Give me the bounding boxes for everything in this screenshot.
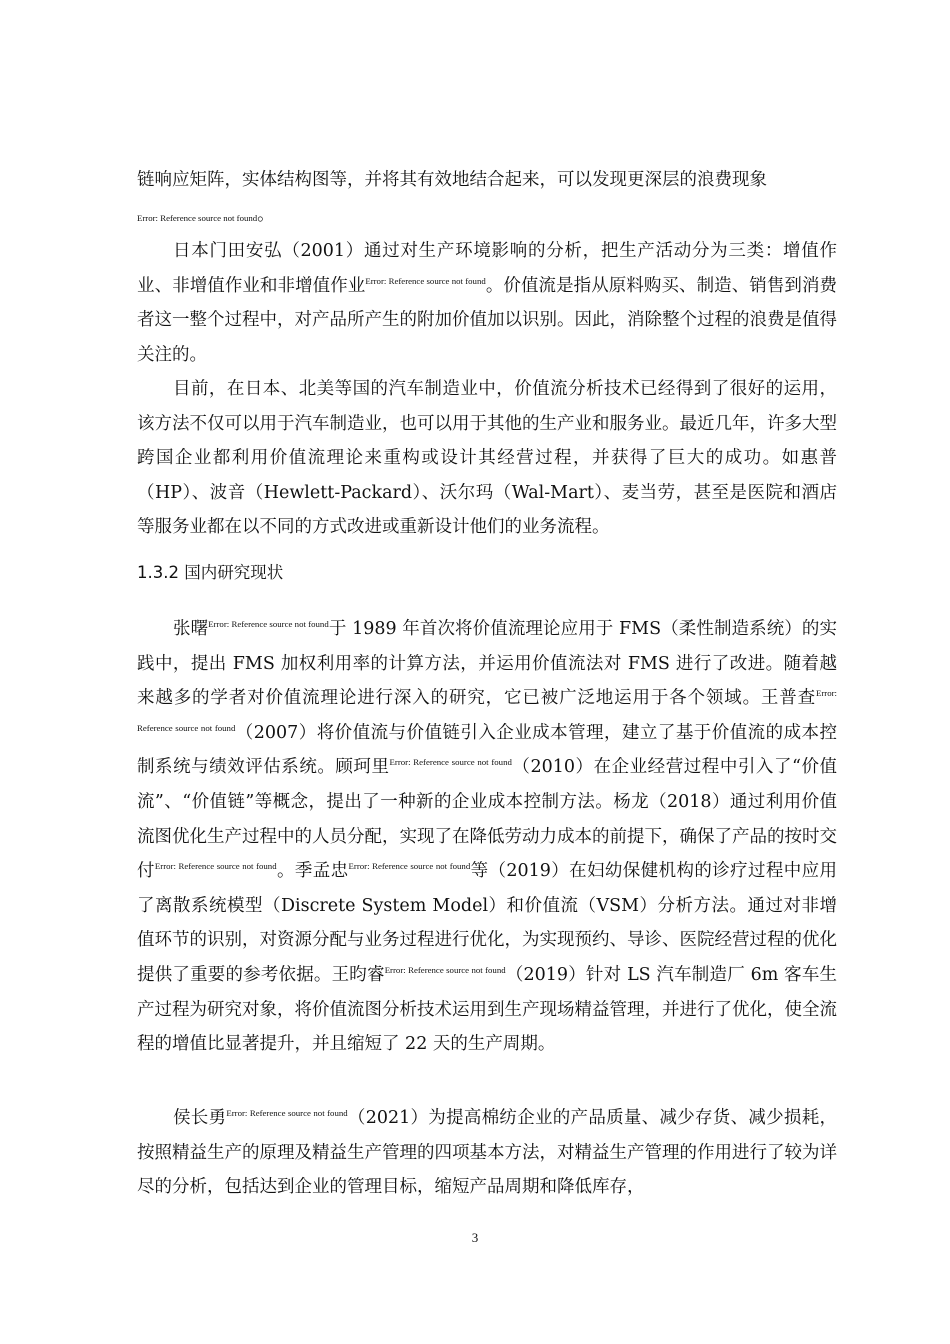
reference-error: Error: Reference source not found — [384, 964, 506, 975]
reference-error: Error: Reference source not found — [137, 212, 258, 223]
paragraph-text: （2021）为提高棉纺企业的产品质量、减少存货、减少损耗，按照精益生产的原理及精益生产管理的四项基本方法，对精益生产管理的作用进行了较为详尽的分析，包括达到企业的管理目标，缩短产品周期和降低库存， — [137, 1108, 837, 1198]
paragraph-text: 等（2019）在妇幼保健机构的诊疗过程中应用了离散系统模型（Discrete System Model）和价值流（VSM）分析方法。通过对非增值环节的识别，对资源分配与业务过程进行优化，为实现预约、导诊、医院经营过程的优化提供了重要的参考依据。王昀睿 — [137, 861, 838, 985]
paragraph-text: （2010）在企业经营过程中引入了“价值流”、“价值链”等概念，提出了一种新的企业成本控制方法。杨龙（2018）通过利用价值流图优化生产过程中的人员分配，实现了在降低劳动力成本的前提下，确保了产品的按时交付 — [137, 757, 838, 882]
reference-error: Error: Reference source not found — [208, 619, 329, 629]
paragraph-text: 于 1989 年首次将价值流理论应用于 FMS（柔性制造系统）的实践中，提出 FMS 加权利用率的计算方法，并运用价值流法对 FMS 进行了改进。随着越来越多的学者对价值流理论进行深入的研究，它已被广泛地运用于各个领域。王普查 — [137, 619, 837, 709]
paragraph-text: 。价值流是指从原料购买、制造、销售到消费者这一整个过程中，对产品所产生的附加价值加以识别。因此，消除整个过程的浪费是值得关注的。 — [137, 275, 838, 365]
paragraph-text: 日本门田安弘（2001）通过对生产环境影响的分析，把生产活动分为三类：增值作业、非增值作业和非增值作业 — [137, 241, 837, 296]
paragraph-domestic-research — [137, 612, 837, 1062]
reference-error: Error: Reference source not found — [389, 757, 512, 768]
reference-error: Error: Reference source not found — [154, 861, 277, 872]
paragraph-text: （2019）针对 LS 汽车制造厂 6m 客车生产过程为研究对象，将价值流图分析技术运用到生产现场精益管理，并进行了优化，使全流程的增值比显著提升，并且缩短了 22 天的生产周期。 — [137, 964, 838, 1055]
paragraph-monden — [137, 234, 837, 372]
page-number: 3 — [471, 1230, 479, 1245]
paragraph-automotive — [137, 372, 837, 545]
paragraph-hou-changyong — [137, 1101, 837, 1205]
paragraph-text: 侯长勇 — [173, 1108, 227, 1128]
section-heading: 1.3.2 国内研究现状 — [137, 563, 284, 582]
reference-error: Error: Reference source not found — [348, 861, 471, 872]
paragraph-text: 链响应矩阵，实体结构图等，并将其有效地结合起来，可以发现更深层的浪费现象 — [137, 170, 767, 190]
paragraph-text: （2007）将价值流与价值链引入企业成本管理，建立了基于价值流的成本控制系统与绩效评估系统。顾珂里 — [137, 722, 837, 778]
paragraph-text: 目前，在日本、北美等国的汽车制造业中，价值流分析技术已经得到了很好的运用，该方法不仅可以用于汽车制造业，也可以用于其他的生产业和服务业。最近几年，许多大型跨国企业都利用价值流理论来重构或设计其经营过程，并获得了巨大的成功。如惠普（HP）、波音（Hewlett-Packard）、沃尔玛（Wal-Mart）、麦当劳，甚至是医院和酒店等服务业都在以不同的方式改进或重新设计他们的业务流程。 — [137, 379, 837, 538]
reference-error: Error: Reference source not found — [137, 688, 837, 733]
paragraph-continuation — [137, 163, 837, 232]
paragraph-text: 。 — [257, 204, 275, 225]
reference-error: Error: Reference source not found — [226, 1108, 348, 1118]
paragraph-text: 。季孟忠 — [276, 861, 349, 882]
reference-error: Error: Reference source not found — [365, 275, 486, 286]
paragraph-text: 张曙 — [173, 619, 209, 639]
